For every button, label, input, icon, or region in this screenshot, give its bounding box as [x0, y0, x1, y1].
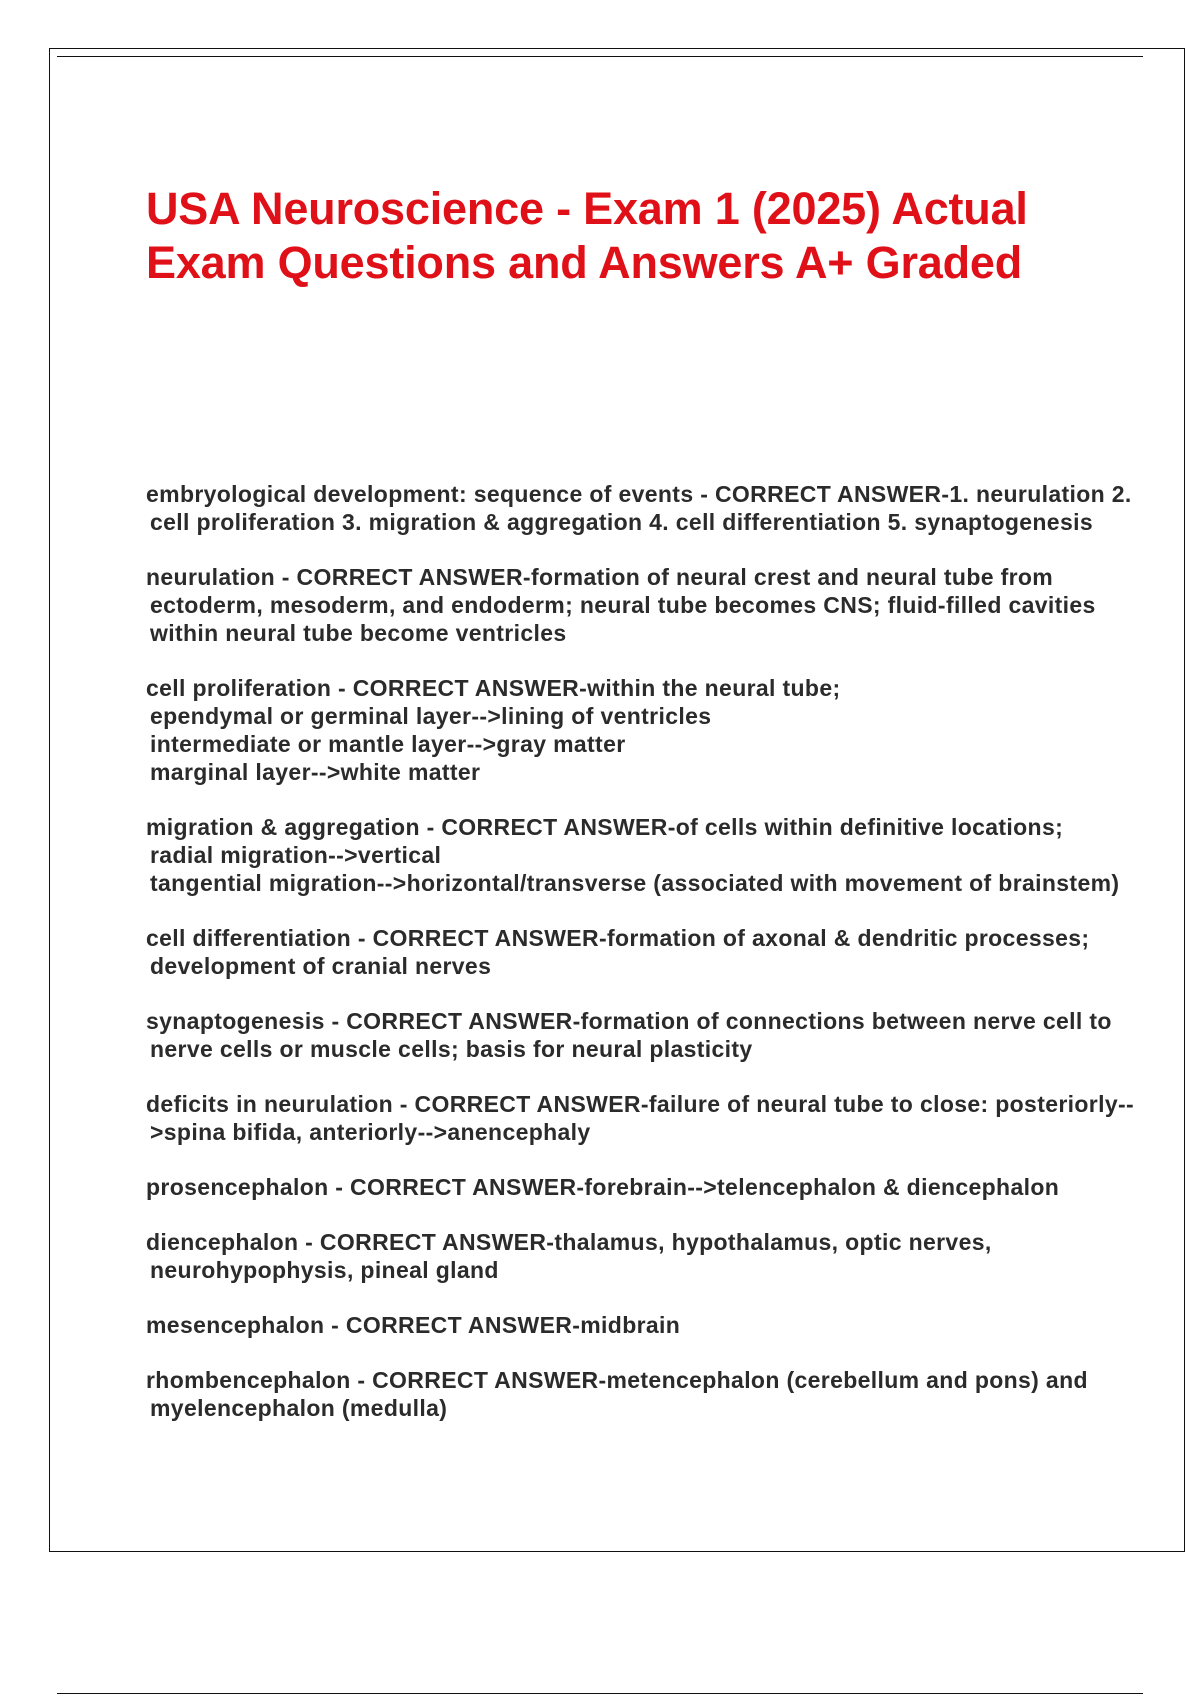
qa-item-migration-aggregation: migration & aggregation - CORRECT ANSWER-of cells within definitive locations; radial migration-->vertical tangential migration-->horizontal/transverse (associated with movement of brainstem)	[146, 814, 1120, 896]
qa-item-mesencephalon: mesencephalon - CORRECT ANSWER-midbrain	[146, 1312, 681, 1338]
qa-item-cell-proliferation: cell proliferation - CORRECT ANSWER-within the neural tube; ependymal or germinal layer-->lining of ventricles intermediate or mantle layer-->gray matter marginal layer-->white matter	[146, 675, 841, 785]
question-answer-list	[146, 480, 1146, 1449]
qa-item-rhombencephalon: rhombencephalon - CORRECT ANSWER-metencephalon (cerebellum and pons) and myelencephalon (medulla)	[146, 1367, 1095, 1421]
qa-item-deficits-in-neurulation: deficits in neurulation - CORRECT ANSWER-failure of neural tube to close: posteriorly-->spina bifida, anteriorly-->anencephaly	[146, 1091, 1134, 1145]
qa-item-neurulation: neurulation - CORRECT ANSWER-formation of neural crest and neural tube from ectoderm, mesoderm, and endoderm; neural tube becomes CNS; fluid-filled cavities within neural tube become ventricles	[146, 564, 1103, 646]
document-title: USA Neuroscience - Exam 1 (2025) Actual Exam Questions and Answers A+ Graded	[146, 183, 1028, 288]
bottom-rule	[57, 1693, 1143, 1694]
qa-item-embryological-development: embryological development: sequence of events - CORRECT ANSWER-1. neurulation 2. cell proliferation 3. migration & aggregation 4. cell differentiation 5. synaptogenesis	[146, 481, 1139, 535]
qa-item-synaptogenesis: synaptogenesis - CORRECT ANSWER-formation of connections between nerve cell to nerve cells or muscle cells; basis for neural plasticity	[146, 1008, 1119, 1062]
qa-item-prosencephalon: prosencephalon - CORRECT ANSWER-forebrain-->telencephalon & diencephalon	[146, 1174, 1060, 1200]
qa-item-cell-differentiation: cell differentiation - CORRECT ANSWER-formation of axonal & dendritic processes; development of cranial nerves	[146, 925, 1097, 979]
qa-item-diencephalon: diencephalon - CORRECT ANSWER-thalamus, hypothalamus, optic nerves, neurohypophysis, pineal gland	[146, 1229, 999, 1283]
